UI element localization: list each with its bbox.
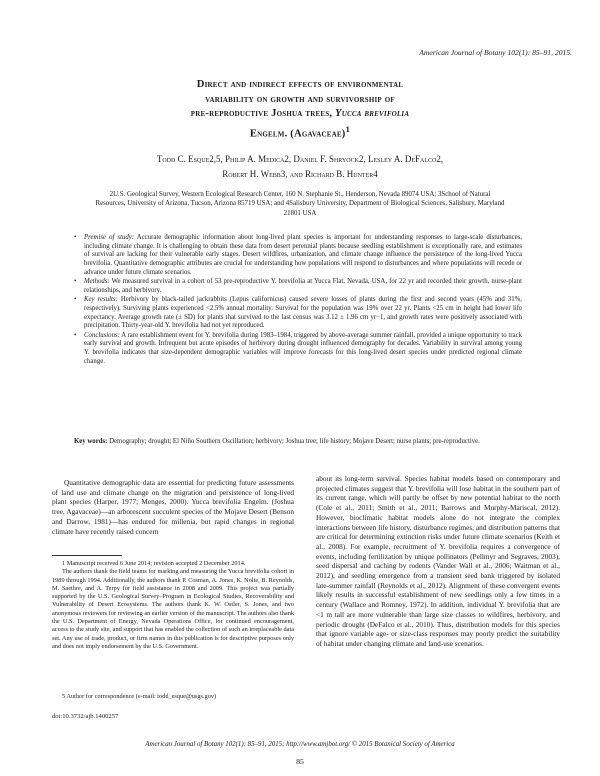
footnote-correspondence[interactable]: 5 Author for correspondence (e-mail: todd_esque@usgs.gov) xyxy=(62,693,217,700)
doi[interactable]: doi:10.3732/ajb.1400257 xyxy=(52,713,119,720)
abstract-methods xyxy=(74,278,522,295)
title-line-4-text: Engelm. (Agavaceae) xyxy=(249,128,346,140)
page-footer: American Journal of Botany 102(1): 85–91, 2015; http://www.amjbot.org/ © 2015 Botanical Society of America xyxy=(145,741,455,748)
abstract-label: Premise of study: xyxy=(84,234,135,241)
body-right-column: about its long-term survival. Species habitat models based on contemporary and projected climates suggest that Y. brevifolia will lose habitat in the southern part of its current range, which will partly be offset by new potential habitat to the north (Cole et al., 2011; Smith et al., 2011; Barrows and Murphy-Mariscal, 2012). However, bioclimatic habitat models alone do not integrate the complex interactions between life history, disturbance regimes, and distribution patterns that are critical for determining extinction risks under future climate scenarios (Keith et al., 2008). For example, recruitment of Y. brevifolia requires a convergence of events, including fertilization by unique pollinators (Pellmyr and Segraves, 2003), seed dispersal and caching by rodents (Vander Wall et al., 2006; Waitman et al., 2012), and seedling emergence from a transient seed bank triggered by isolated late-summer rainfall (Reynolds et al., 2012). Alignment of these convergent events likely results in successful establishment of new seedlings only a few times in a century (Wallace and Romney, 1972). In addition, individual Y. brevifolia that are <1 m tall are more vulnerable than large size classes to wildfires, herbivory, and periodic drought (DeFalco et al., 2010). Thus, distribution models for this species that ignore variable age- or size-class responses may poorly predict the suitability of habitat under changing climate and land-use scenarios. xyxy=(316,474,560,648)
abstract-label: Key results: xyxy=(84,296,118,304)
abstract xyxy=(74,234,522,367)
footnote-received: 1 Manuscript received 6 June 2014; revision accepted 2 December 2014. xyxy=(62,560,246,567)
keywords-text: Demography; drought; El Niño Southern Oscillation; herbivory; Joshua tree; life history; Mojave Desert; nurse plants; pre-reproductive. xyxy=(107,438,480,445)
abstract-conclusions xyxy=(74,332,522,367)
title-line-2: variability on growth and survivorship of xyxy=(205,93,395,105)
abstract-results xyxy=(74,296,522,331)
abstract-label: Methods: xyxy=(84,278,110,286)
keywords-label: Key words: xyxy=(74,438,108,445)
affiliations: 2U.S. Geological Survey, Western Ecological Research Center, 160 N. Stephanie St., Henderson, Nevada 89074 USA; 3School of Natural Resources, University of Arizona, Tucson, Arizona 85719 USA; and 4Salisbury University, Department of Biological Sciences, Salisbury, Maryland 21801 USA xyxy=(95,191,505,217)
abstract-text: Herbivory by black-tailed jackrabbits (Lepus californicus) caused severe losses of plants during the first and second years (45% and 31%, respectively). Surviving plants experienced <2.5% annual mortality. Survival for the population was 19% over 22 yr. Plants <25 cm in height had lower life expectancy. Average growth rate (± SD) for plants that survived to the last census was 3.12 ± 1.96 cm yr−1, and growth rates were positively associated with precipitation. Thirty-year-old Y. brevifolia had not yet reproduced. xyxy=(84,296,523,330)
title-species: Yucca brevifolia xyxy=(335,108,410,119)
title-footnote-mark: 1 xyxy=(345,123,351,134)
page-number: 85 xyxy=(296,757,304,766)
footnotes xyxy=(52,560,294,651)
abstract-text: We measured survival in a cohort of 53 pre-reproductive Y. brevifolia at Yucca Flat, Nevada, USA, for 22 yr and recorded their growth, nurse-plant relationships, and herbivory. xyxy=(84,278,522,294)
authors-line-2: Robert H. Webb3, and Richard B. Hunter4 xyxy=(222,169,378,179)
body-left-column: Quantitative demographic data are essential for predicting future assessments of land use and climate change on the migration and persistence of long-lived plant species (Harper, 1977; Menges, 2000). Yucca brevifolia Engelm. (Joshua tree, Agavaceae)—an arborescent succulent species of the Mojave Desert (Benson and Darrow, 1981)—has endured for millenia, but rapid changes in regional climate have recently raised concern xyxy=(52,478,294,536)
abstract-label: Conclusions: xyxy=(84,331,120,339)
abstract-premise xyxy=(74,234,522,278)
authors-line-1: Todd C. Esque2,5, Philip A. Medica2, Daniel F. Shryock2, Lesley A. DeFalco2, xyxy=(156,154,444,164)
title-line-3 xyxy=(60,107,540,122)
author-list xyxy=(60,152,540,182)
title-line-3-text: pre-reproductive Joshua trees, xyxy=(190,108,336,119)
abstract-text: Accurate demographic information about long-lived plant species is important for understanding responses to large-scale disturbances, including climate change. It is challenging to obtain these data from desert perennial plants because seedling establishment is exceptionally rare, and estimates of survival are lacking for their vulnerable early stages. Desert wildfires, urbanization, and climate change influence the persistence of the long-lived Yucca brevifolia. Quantitative demographic attributes are crucial for understanding how populations will respond to disturbances and where populations will recede or advance under future climate scenarios. xyxy=(84,234,522,276)
title-line-4 xyxy=(60,122,540,142)
journal-header: American Journal of Botany 102(1): 85–91, 2015. xyxy=(419,48,572,57)
keywords xyxy=(74,437,522,446)
title-line-1: Direct and indirect effects of environmental xyxy=(196,79,404,90)
footnote-divider xyxy=(52,555,122,556)
abstract-text: A rare establishment event for Y. brevifolia during 1983–1984, triggered by above-average summer rainfall, provided a unique opportunity to track early survival and growth. Infrequent but acute episodes of herbivory during drought influenced demography for decades. Variability in survival among young Y. brevifolia indicates that size-dependent demographic variables will improve forecasts for this long-lived desert species under predicted regional climate change. xyxy=(84,331,522,365)
article-title xyxy=(60,78,540,142)
footnote-acknowledgments: The authors thank the field teams for marking and measuring the Yucca brevifolia cohort in 1989 through 1994. Additionally, the authors thank P. Cosman, A. Jones, K. Nolte, B. Reynolds, M. Saethre, and A. Terpy for field assistance in 2008 and 2009. This project was partially supported by the U.S. Geological Survey–Program in Ecological Studies, Recoverability and Vulnerability of Desert Ecosystems. The authors thank K. W. Ostler, S. Jones, and two anonymous reviewers for reviewing an earlier version of the manuscript. The authors also thank the U.S. Department of Energy, Nevada Operations Office, for continued encouragement, access to the study site, and support that has enabled the collection of such an irreplaceable data set. Any use of trade, product, or firm names in this publication is for descriptive purposes only and does not imply endorsement by the U.S. Government. xyxy=(52,568,295,650)
